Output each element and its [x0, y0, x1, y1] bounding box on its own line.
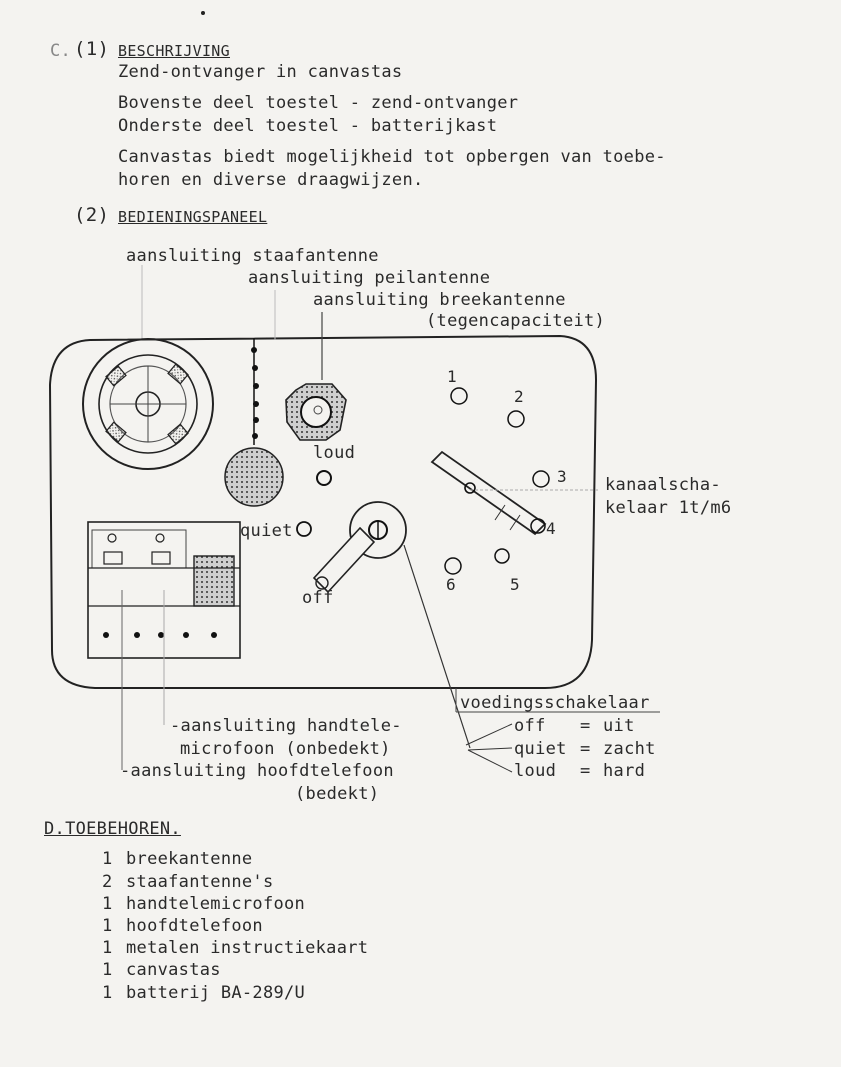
- list-item-name: hoofdtelefoon: [126, 916, 263, 936]
- label-loud: loud: [313, 443, 356, 463]
- description-line-5: horen en diverse draagwijzen.: [118, 170, 424, 190]
- switch-row-quiet-eq: =: [580, 739, 591, 759]
- list-item-name: breekantenne: [126, 849, 253, 869]
- channel-number-6: 6: [446, 575, 456, 594]
- item-number-1: (1): [74, 38, 110, 60]
- list-item-name: metalen instructiekaart: [126, 938, 369, 958]
- list-item-name: staafantenne's: [126, 872, 274, 892]
- staafantenne-connector: [83, 339, 213, 469]
- list-item-qty: 1: [102, 983, 113, 1003]
- switch-row-quiet-val: zacht: [603, 739, 656, 759]
- channel-number-2: 2: [514, 387, 524, 406]
- label-hoofdtelefoon-2: (bedekt): [295, 784, 380, 804]
- list-item-name: batterij BA-289/U: [126, 983, 306, 1003]
- channel-switch: [432, 452, 600, 534]
- list-item-qty: 1: [102, 938, 113, 958]
- list-item-qty: 1: [102, 849, 113, 869]
- heading-beschrijving: BESCHRIJVING: [118, 42, 230, 60]
- switch-row-loud-key: loud: [514, 761, 557, 781]
- peilantenne-connector: [225, 338, 283, 506]
- heading-bedieningspaneel: BEDIENINGSPANEEL: [118, 208, 268, 226]
- list-item-qty: 1: [102, 894, 113, 914]
- switch-row-off-eq: =: [580, 716, 591, 736]
- label-tegencapaciteit: (tegencapaciteit): [426, 311, 606, 331]
- channel-hole-6: [445, 558, 461, 574]
- description-line-2: Bovenste deel toestel - zend-ontvanger: [118, 93, 519, 113]
- channel-number-1: 1: [447, 367, 457, 386]
- heading-toebehoren: D.TOEBEHOREN.: [44, 819, 181, 839]
- label-voedingsschakelaar: voedingsschakelaar: [460, 693, 650, 713]
- list-item-qty: 2: [102, 872, 113, 892]
- switch-row-loud-eq: =: [580, 761, 591, 781]
- label-handtelemicrofoon-1: -aansluiting handtele-: [170, 716, 402, 736]
- switch-row-off-key: off: [514, 716, 546, 736]
- list-item-name: canvastas: [126, 960, 221, 980]
- label-kanaalschakelaar-2: kelaar 1t/m6: [605, 498, 732, 518]
- loud-marker: [317, 471, 331, 485]
- list-item-name: handtelemicrofoon: [126, 894, 306, 914]
- label-off: off: [302, 588, 334, 608]
- label-quiet: quiet: [240, 521, 293, 541]
- section-letter: C.: [50, 41, 72, 61]
- description-line-4: Canvastas biedt mogelijkheid tot opbergen van toebe-: [118, 147, 666, 167]
- label-handtelemicrofoon-2: microfoon (onbedekt): [180, 739, 391, 759]
- label-staafantenne: aansluiting staafantenne: [126, 246, 379, 266]
- channel-hole-5: [495, 549, 509, 563]
- power-switch: [314, 502, 470, 748]
- label-hoofdtelefoon-1: -aansluiting hoofdtelefoon: [120, 761, 394, 781]
- channel-hole-2: [508, 411, 524, 427]
- breekantenne-connector: [286, 384, 346, 440]
- channel-number-4: 4: [546, 519, 556, 538]
- label-kanaalschakelaar-1: kanaalscha-: [605, 475, 721, 495]
- channel-number-5: 5: [510, 575, 520, 594]
- switch-row-loud-val: hard: [603, 761, 646, 781]
- switch-row-off-val: uit: [603, 716, 635, 736]
- channel-hole-3: [533, 471, 549, 487]
- description-line-1: Zend-ontvanger in canvastas: [118, 62, 403, 82]
- item-number-2: (2): [74, 204, 110, 226]
- list-item-qty: 1: [102, 960, 113, 980]
- quiet-marker: [297, 522, 311, 536]
- channel-number-3: 3: [557, 467, 567, 486]
- label-peilantenne: aansluiting peilantenne: [248, 268, 491, 288]
- list-item-qty: 1: [102, 916, 113, 936]
- description-line-3: Onderste deel toestel - batterijkast: [118, 116, 498, 136]
- channel-hole-1: [451, 388, 467, 404]
- switch-row-quiet-key: quiet: [514, 739, 567, 759]
- page-dot: [201, 11, 205, 15]
- label-breekantenne: aansluiting breekantenne: [313, 290, 566, 310]
